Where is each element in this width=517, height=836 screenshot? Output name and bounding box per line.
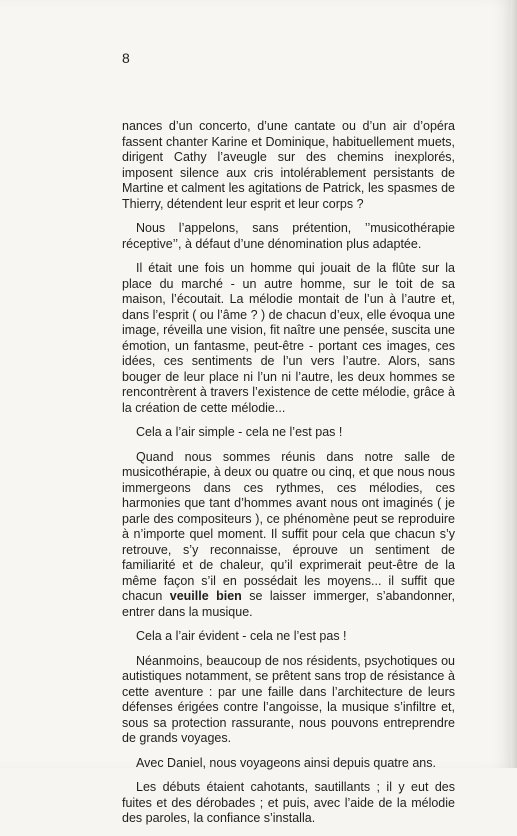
paragraph-musicotherapie: Nous l’appelons, sans prétention, ’’musicothérapie réceptive’’, à défaut d’une dénomination plus adaptée. bbox=[122, 221, 455, 251]
page-number: 8 bbox=[122, 50, 130, 66]
paragraph-salle-text: Quand nous sommes réunis dans notre salle de musicothérapie, à deux ou quatre ou cinq, et que nous nous immergeons dans ces rythmes, ces mélodies, ces harmonies que tant d’hommes avant nous ont imaginés ( je parle des compositeurs ), ce phénomène peut se reproduire à n’importe quel moment. Il suffit pour cela que chacun s’y retrouve, s’y reconnaisse, éprouve un sentiment de familiarité et de chaleur, qu’il exprimerait peut-être de la même façon s’il en possédait les moyens... il suffit que chacun bbox=[122, 449, 455, 603]
paragraph-continuation: nances d’un concerto, d’une cantate ou d’un air d’opéra fassent chanter Karine et Dominique, habituellement muets, dirigent Cathy l’aveugle sur des chemins inexplorés, imposent silence aux cris intolérablement persistants de Martine et calment les agitations de Patrick, les spasmes de Thierry, détendent leur esprit et leur corps ? bbox=[122, 119, 455, 211]
page-binding-shadow bbox=[511, 0, 517, 768]
paragraph-simple: Cela a l’air simple - cela ne l’est pas ! bbox=[136, 425, 343, 439]
emphasis-veuille-bien: veuille bien bbox=[169, 589, 242, 603]
paragraph-salle bbox=[122, 450, 455, 621]
paragraph-salle-end: se laisser immerger, s’abandonner, entrer dans la musique. bbox=[122, 589, 455, 619]
paragraph-daniel: Avec Daniel, nous voyageons ainsi depuis quatre ans. bbox=[136, 755, 436, 770]
body-text bbox=[122, 119, 455, 836]
paragraph-neanmoins: Néanmoins, beaucoup de nos résidents, psychotiques ou autistiques notamment, se prêtent sans trop de résistance à cette aventure : par une faille dans l’architecture de leurs défenses érigées contre l’angoisse, la musique s’infiltre et, sous sa protection rassurante, nous pouvons entreprendre de grands voyages. bbox=[122, 653, 455, 745]
paragraph-evident: Cela a l’air évident - cela ne l’est pas ! bbox=[136, 629, 347, 643]
paragraph-flute-story: Il était une fois un homme qui jouait de la flûte sur la place du marché - un autre homme, sur le toit de sa maison, l’écoutait. La mélodie montait de l’un à l’autre et, dans l’esprit ( ou l’âme ? ) de chacun d’eux, elle évoqua une image, réveilla une vision, fit naître une pensée, suscita une émotion, un fantasme, peut-être - portant ces images, ces idées, ces sentiments de l’un vers l’autre. Alors, sans bouger de leur place ni l’un ni l’autre, les deux hommes se rencontrèrent à travers l’existence de cette mélodie, grâce à la création de cette mélodie... bbox=[122, 261, 455, 415]
paragraph-debuts: Les débuts étaient cahotants, sautillants ; il y eut des fuites et des dérobades ; et puis, avec l’aide de la mélodie des paroles, la confiance s’installa. bbox=[122, 780, 455, 825]
